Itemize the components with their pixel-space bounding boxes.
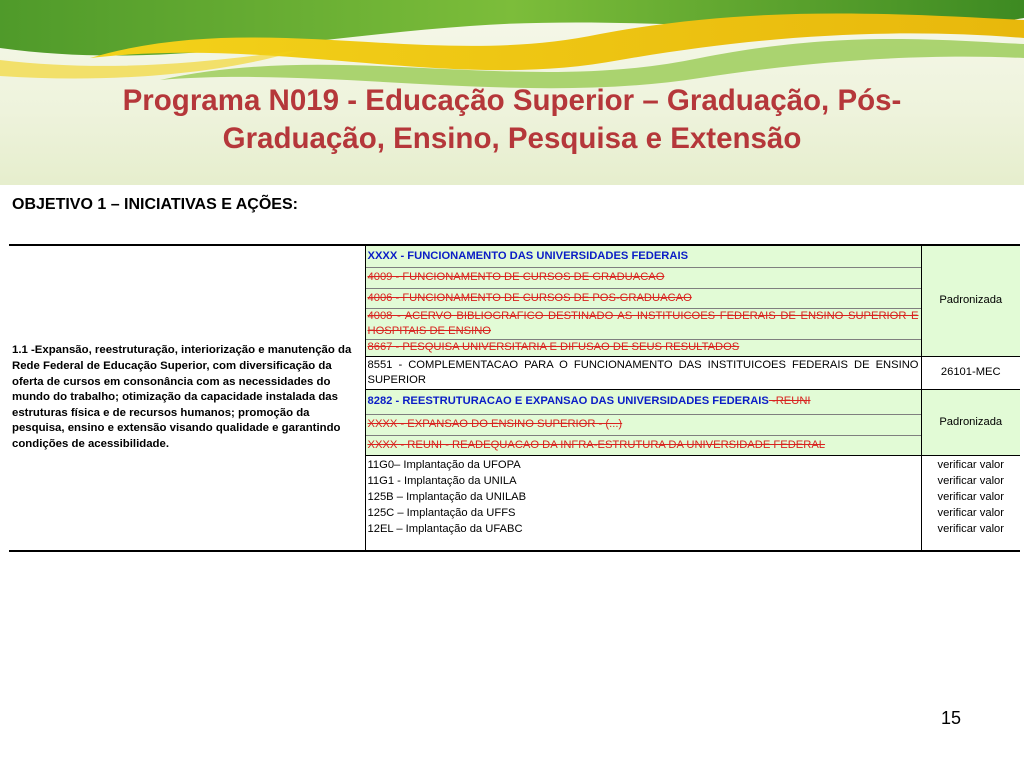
code-cell: 26101-MEC (921, 356, 1020, 389)
code-cell: Padronizada (921, 389, 1020, 455)
action-4008: 4008 - ACERVO BIBLIOGRAFICO DESTINADO AS INSTITUICOES FEDERAIS DE ENSINO SUPERIOR E HOSPITAIS DE ENSINO (367, 309, 919, 337)
action-cell (365, 308, 921, 339)
code-value: verificar valor (937, 490, 1005, 503)
page-number: 15 (941, 708, 962, 728)
action-4009: 4009 - FUNCIONAMENTO DE CURSOS DE GRADUACAO (367, 271, 665, 283)
initiative-description: 1.1 -Expansão, reestruturação, interiorização e manutenção da Rede Federal de Educação Superior, com diversificação da oferta de cursos em consonância com as necessidades do mundo do trabalho; otimização da capacidade instalada das estruturas física e de recursos humanos; promoção da pesquisa, ensino e extensão visando qualidade e garantindo condições de acessibilidade. (9, 245, 365, 551)
action-cell (365, 288, 921, 308)
initiatives-table (9, 244, 1020, 552)
title-line-1: Programa N019 - Educação Superior – Graduação, Pós- (122, 84, 902, 117)
action-cell (365, 245, 921, 267)
action-cell (365, 267, 921, 288)
list-item: 11G1 - Implantação da UNILA (367, 474, 517, 487)
objective-heading: OBJETIVO 1 – INICIATIVAS E AÇÕES: (12, 196, 298, 213)
list-item: 125B – Implantação da UNILAB (367, 490, 527, 503)
code-value: verificar valor (937, 474, 1005, 487)
page-title (0, 82, 1024, 158)
verify-codes (921, 455, 1020, 551)
list-item: 12EL – Implantação da UFABC (367, 522, 523, 535)
action-cell (365, 339, 921, 356)
action-cell (365, 389, 921, 414)
implantation-list (365, 455, 921, 551)
action-xxxx-funcionamento: XXXX - FUNCIONAMENTO DAS UNIVERSIDADES FEDERAIS (367, 249, 689, 262)
code-value: verificar valor (937, 522, 1005, 535)
table-row (9, 245, 1020, 267)
action-8551: 8551 - COMPLEMENTACAO PARA O FUNCIONAMENTO DAS INSTITUICOES FEDERAIS DE ENSINO SUPERIOR (367, 358, 919, 386)
action-cell (365, 435, 921, 455)
code-cell: Padronizada (921, 245, 1020, 356)
action-8282: 8282 - REESTRUTURACAO E EXPANSAO DAS UNIVERSIDADES FEDERAIS (367, 395, 769, 407)
list-item: 125C – Implantação da UFFS (367, 506, 516, 519)
action-4006: 4006 - FUNCIONAMENTO DE CURSOS DE POS-GRADUACAO (367, 291, 692, 304)
action-cell (365, 356, 921, 389)
list-item: 11G0– Implantação da UFOPA (367, 458, 521, 471)
action-expansao: XXXX - EXPANSAO DO ENSINO SUPERIOR - (...) (367, 418, 623, 430)
action-8667: 8667 - PESQUISA UNIVERSITARIA E DIFUSAO DE SEUS RESULTADOS (367, 341, 740, 353)
code-value: verificar valor (937, 506, 1005, 519)
action-8282-struck: -REUNI (768, 395, 811, 407)
title-line-2: Graduação, Ensino, Pesquisa e Extensão (222, 122, 802, 155)
code-value: verificar valor (937, 458, 1005, 471)
action-reuni-readequacao: XXXX - REUNI - READEQUACAO DA INFRA-ESTRUTURA DA UNIVERSIDADE FEDERAL (367, 438, 826, 451)
action-cell (365, 414, 921, 435)
